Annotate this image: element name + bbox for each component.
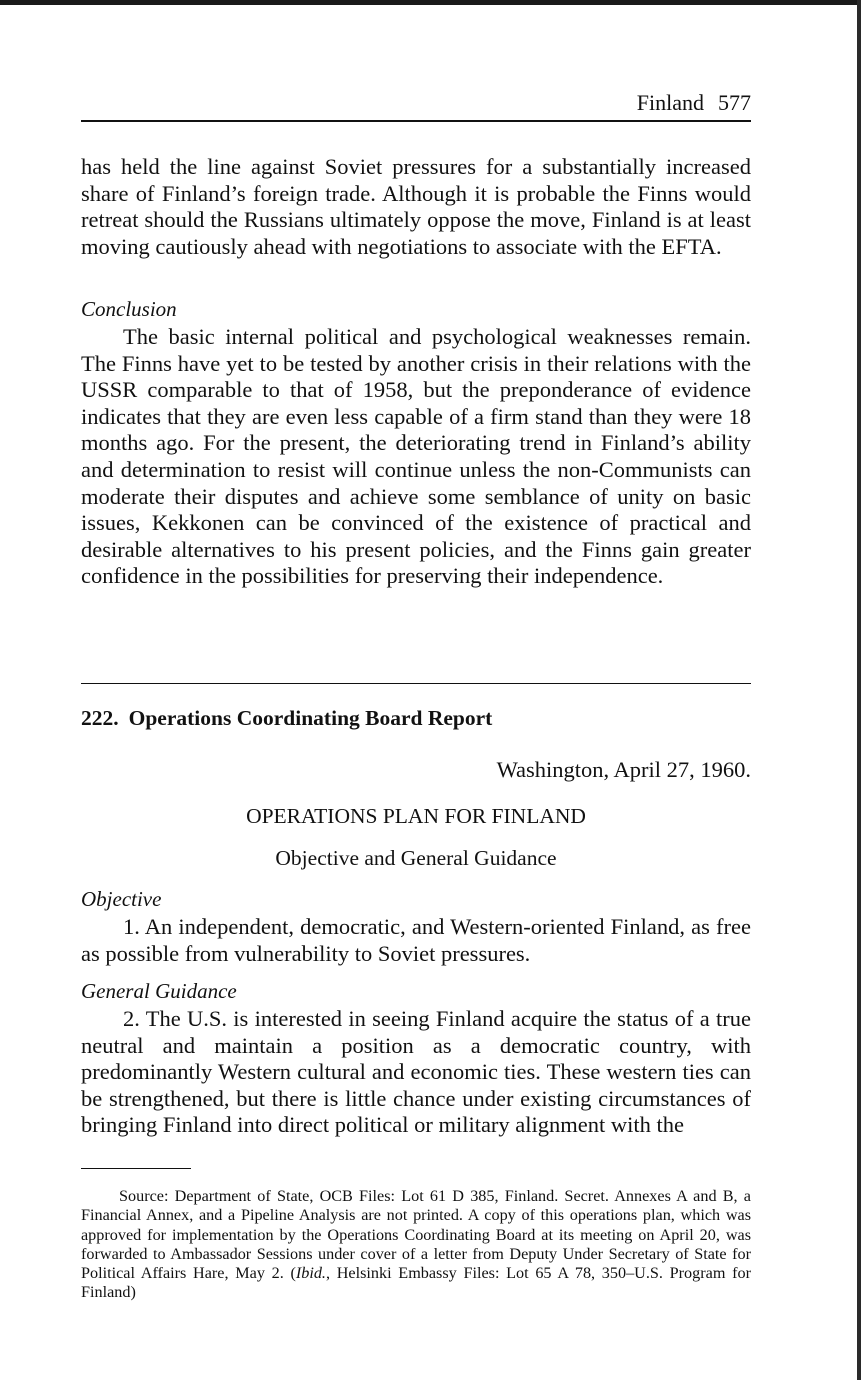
- footnote-text-after: , Helsinki Embassy Files: Lot 65 A 78, 350–U.S. Program for Finland): [81, 1264, 751, 1302]
- dateline: Washington, April 27, 1960.: [496, 757, 751, 782]
- continuation-block: [81, 154, 751, 260]
- document-heading: [81, 704, 492, 732]
- general-guidance-heading: General Guidance: [81, 979, 237, 1003]
- plan-subtitle: Objective and General Guidance: [275, 846, 557, 870]
- conclusion-paragraph: The basic internal political and psychological weaknesses remain. The Finns have yet to be tested by another crisis in their relations with the USSR comparable to that of 1958, but the preponderance of evidence indicates that they are even less capable of a firm stand than they were 18 months ago. For the present, the deteriorating trend in Finland’s ability and determination to resist will continue unless the non-Communists can moderate their disputes and achieve some semblance of unity on basic issues, Kekkonen can be convinced of the existence of practical and desirable alternatives to his present policies, and the Finns gain greater confidence in the possibilities for preserving their independence.: [81, 324, 751, 589]
- running-head-title: Finland: [636, 90, 704, 115]
- objective-paragraph: 1. An independent, democratic, and Western-oriented Finland, as free as possible from vulnerability to Soviet pressures.: [81, 914, 751, 966]
- objective-section: [81, 885, 751, 967]
- footnote-rule: [81, 1168, 191, 1169]
- source-footnote: [81, 1187, 751, 1303]
- document-title: Operations Coordinating Board Report: [128, 706, 493, 730]
- document-number: 222.: [81, 706, 119, 730]
- page-top-edge: [0, 0, 861, 5]
- footnote-text-before: Source: Department of State, OCB Files: Lot 61 D 385, Finland. Secret. Annexes A and B, a Financial Annex, and a Pipeline Analysis are not printed. A copy of this operations plan, which was approved for implementation by the Operations Coordinating Board at its meeting on April 20, was forwarded to Ambassador Sessions under cover of a letter from Deputy Under Secretary of State for Political Affairs Hare, May 2. (: [81, 1187, 751, 1283]
- running-head: [81, 88, 751, 118]
- footnote-ibid: Ibid.: [295, 1264, 326, 1283]
- general-guidance-paragraph: 2. The U.S. is interested in seeing Finland acquire the status of a true neutral and maintain a position as a democratic country, with predominantly Western cultural and economic ties. These western ties can be strengthened, but there is little chance under existing circumstances of bringing Finland into direct political or military alignment with the: [81, 1006, 751, 1138]
- section-rule: [81, 683, 751, 684]
- general-guidance-section: [81, 977, 751, 1139]
- conclusion-heading: Conclusion: [81, 297, 177, 321]
- plan-title: OPERATIONS PLAN FOR FINLAND: [246, 804, 586, 828]
- continuation-paragraph: has held the line against Soviet pressures for a substantially increased share of Finland’s foreign trade. Although it is probable the Finns would retreat should the Russians ultimately oppose the move, Finland is at least moving cautiously ahead with negotiations to associate with the EFTA.: [81, 154, 751, 259]
- conclusion-section: [81, 295, 751, 590]
- objective-heading: Objective: [81, 887, 162, 911]
- page-number: 577: [718, 90, 751, 115]
- page-right-edge: [857, 0, 861, 1380]
- header-rule: [81, 120, 751, 122]
